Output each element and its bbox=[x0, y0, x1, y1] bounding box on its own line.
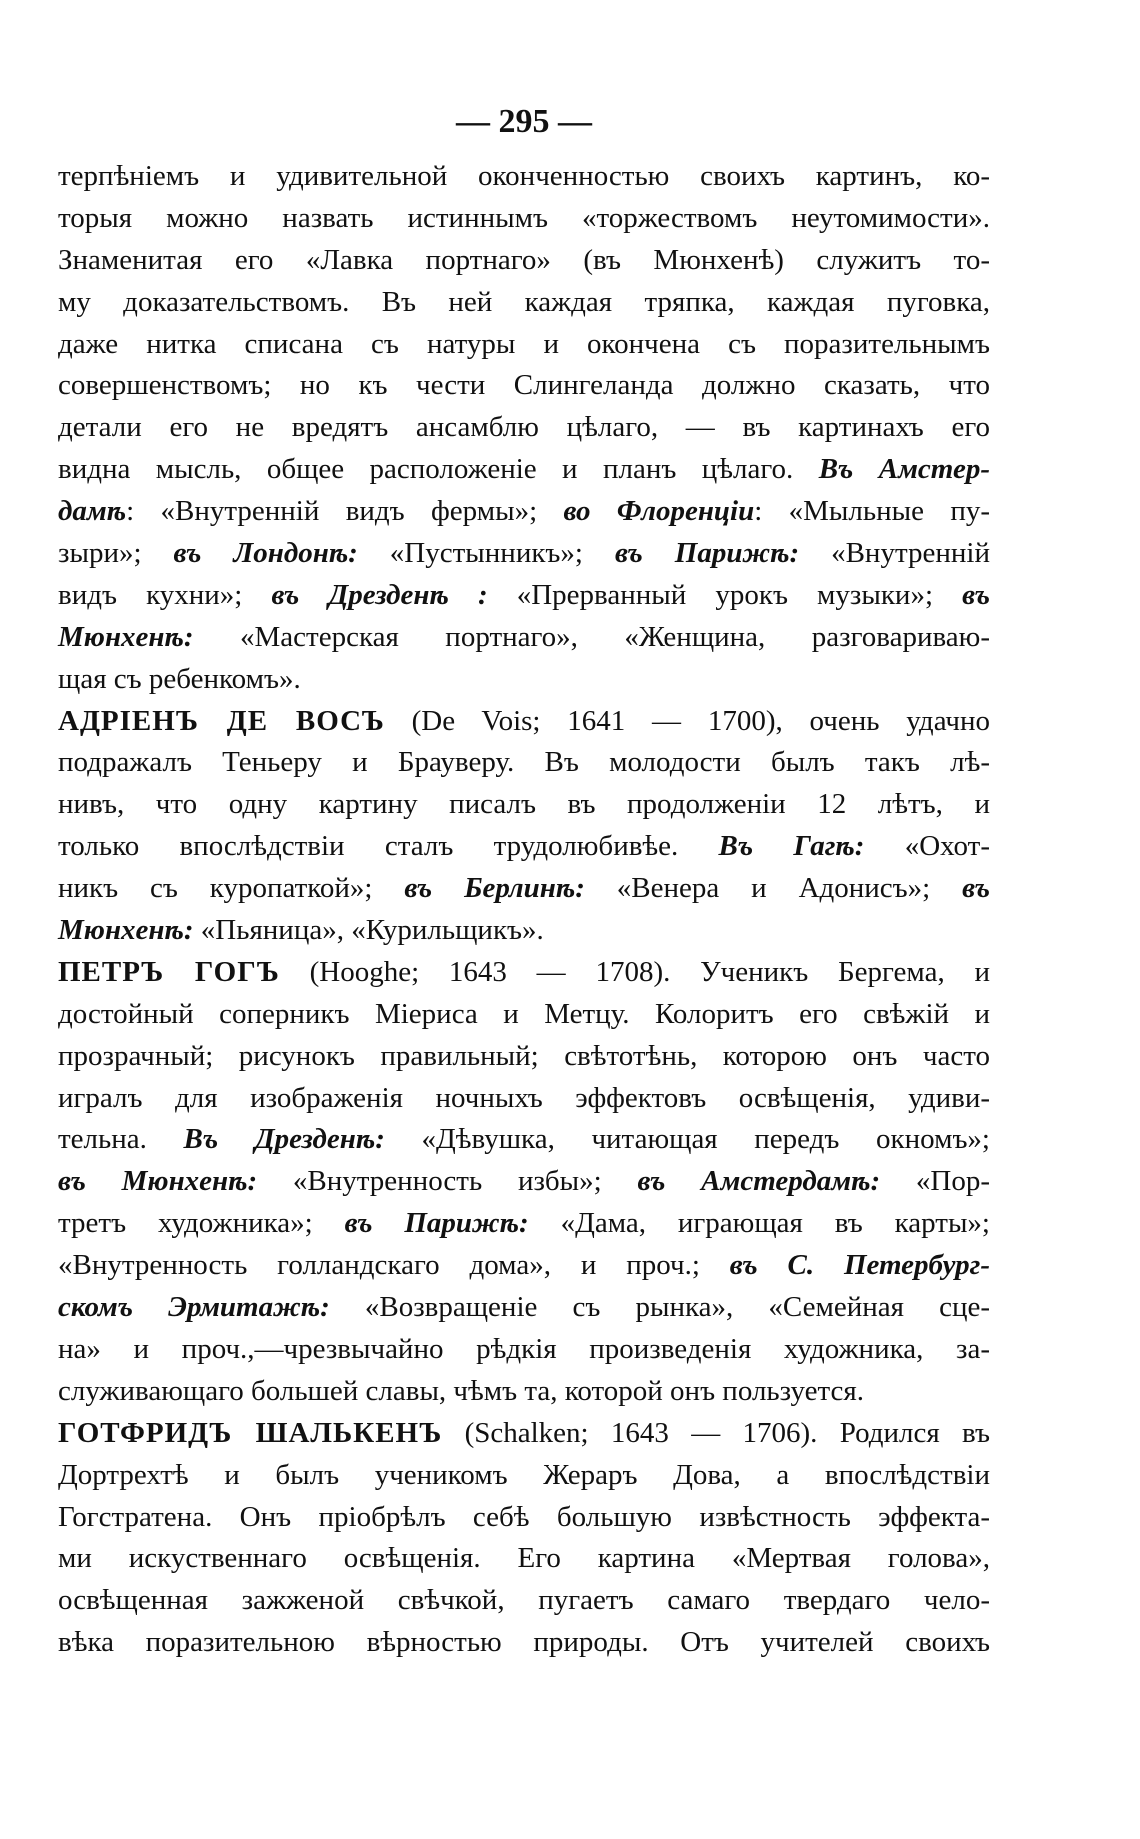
text-run: достойный соперникъ Міериса и Метцу. Колоритъ его свѣжій и bbox=[58, 997, 990, 1030]
text-line bbox=[58, 1413, 990, 1455]
text-line bbox=[58, 701, 990, 743]
text-run: игралъ для изображенія ночныхъ эффектовъ освѣщенія, удиви- bbox=[58, 1081, 990, 1114]
text-run: «Внутренній bbox=[799, 537, 990, 570]
text-line bbox=[58, 240, 990, 282]
text-run: торыя можно назвать истиннымъ «торжествомъ неутомимости». bbox=[58, 201, 990, 234]
text-run: Знаменитая его «Лавка портнаго» (въ Мюнхенѣ) служитъ то- bbox=[58, 243, 990, 276]
location-label: дамѣ bbox=[58, 495, 127, 528]
text-run: : «Внутренній видъ фермы»; bbox=[126, 495, 564, 528]
text-line bbox=[58, 1036, 990, 1078]
text-run: щая съ ребенкомъ». bbox=[58, 662, 301, 695]
text-line bbox=[58, 1497, 990, 1539]
text-line bbox=[58, 575, 990, 617]
text-run: третъ художника»; bbox=[58, 1207, 345, 1240]
location-label: Мюнхенѣ: bbox=[58, 914, 194, 947]
page-number: — 295 — bbox=[456, 103, 592, 140]
location-label: въ Мюнхенѣ: bbox=[58, 1165, 258, 1198]
text-run: вѣка поразительною вѣрностью природы. Отъ учителей своихъ bbox=[58, 1626, 990, 1659]
text-run: даже нитка списана съ натуры и окончена съ поразительнымъ bbox=[58, 327, 990, 360]
text-run: «Возвращеніе съ рынка», «Семейная сце- bbox=[329, 1291, 990, 1324]
text-run: «Венера и Адонисъ»; bbox=[584, 872, 963, 905]
text-line bbox=[58, 198, 990, 240]
text-line bbox=[58, 1203, 990, 1245]
text-line bbox=[58, 407, 990, 449]
text-run: зыри»; bbox=[58, 537, 174, 570]
text-run: детали его не вредятъ ансамблю цѣлаго, — въ картинахъ его bbox=[58, 411, 990, 444]
location-label: въ Лондонѣ: bbox=[173, 537, 358, 570]
text-run: (De Vois; 1641 — 1700), очень удачно bbox=[384, 704, 991, 737]
text-line bbox=[58, 1245, 990, 1287]
text-line bbox=[58, 1161, 990, 1203]
location-label: Мюнхенѣ: bbox=[58, 620, 194, 653]
location-label: въ Дрезденѣ : bbox=[271, 578, 488, 611]
text-line bbox=[58, 1078, 990, 1120]
text-run: «Мастерская портнаго», «Женщина, разговариваю- bbox=[193, 620, 990, 653]
artist-name: АДРІЕНЪ ДЕ ВОСЪ bbox=[58, 704, 385, 737]
text-run: видъ кухни»; bbox=[58, 578, 272, 611]
text-run: «Пор- bbox=[880, 1165, 990, 1198]
text-line bbox=[58, 1538, 990, 1580]
location-label: въ bbox=[962, 578, 990, 611]
text-run: (Hooghe; 1643 — 1708). Ученикъ Бергема, и bbox=[279, 955, 990, 988]
text-run: «Дѣвушка, читающая передъ окномъ»; bbox=[384, 1123, 990, 1156]
text-line bbox=[58, 910, 990, 952]
location-label: въ Парижѣ: bbox=[614, 537, 800, 570]
text-line bbox=[58, 826, 990, 868]
text-run: тельна. bbox=[58, 1123, 184, 1156]
text-run: нивъ, что одну картину писалъ въ продолженіи 12 лѣтъ, и bbox=[58, 788, 990, 821]
text-line bbox=[58, 1580, 990, 1622]
text-run: подражалъ Теньеру и Брауверу. Въ молодости былъ такъ лѣ- bbox=[58, 746, 990, 779]
text-line bbox=[58, 952, 990, 994]
location-label: въ С. Петербург- bbox=[729, 1249, 990, 1282]
text-line bbox=[58, 1119, 990, 1161]
text-line bbox=[58, 365, 990, 407]
text-line bbox=[58, 324, 990, 366]
location-label: въ Амстердамѣ: bbox=[637, 1165, 881, 1198]
text-line bbox=[58, 282, 990, 324]
location-label: Въ Дрезденѣ: bbox=[183, 1123, 385, 1156]
text-run: прозрачный; рисунокъ правильный; свѣтотѣнь, которою онъ часто bbox=[58, 1039, 990, 1072]
text-line bbox=[58, 659, 990, 701]
text-run: Дортрехтѣ и былъ ученикомъ Жераръ Дова, а впослѣдствіи bbox=[58, 1458, 990, 1491]
text-line bbox=[58, 1329, 990, 1371]
text-run: Гогстратена. Онъ пріобрѣлъ себѣ большую извѣстность эффекта- bbox=[58, 1500, 990, 1533]
text-line bbox=[58, 1287, 990, 1329]
text-run: (Schalken; 1643 — 1706). Родился въ bbox=[442, 1416, 990, 1449]
text-line bbox=[58, 533, 990, 575]
text-line bbox=[58, 1622, 990, 1664]
text-line bbox=[58, 1455, 990, 1497]
text-line bbox=[58, 742, 990, 784]
text-run: «Пустынникъ»; bbox=[357, 537, 615, 570]
text-run: на» и проч.,—чрезвычайно рѣдкія произведенія художника, за- bbox=[58, 1332, 990, 1365]
text-line bbox=[58, 491, 990, 533]
text-line bbox=[58, 617, 990, 659]
text-line bbox=[58, 156, 990, 198]
text-line bbox=[58, 449, 990, 491]
location-label: въ bbox=[962, 872, 990, 905]
text-body bbox=[58, 156, 990, 1664]
location-label: во Флоренціи bbox=[563, 495, 755, 528]
text-run: только впослѣдствіи сталъ трудолюбивѣе. bbox=[58, 830, 719, 863]
location-label: въ Парижѣ: bbox=[344, 1207, 529, 1240]
artist-name: ГОТФРИДЪ ШАЛЬКЕНЪ bbox=[58, 1416, 443, 1449]
book-page bbox=[58, 96, 990, 1664]
text-run: видна мысль, общее расположеніе и планъ цѣлаго. bbox=[58, 453, 819, 486]
artist-name: ПЕТРЪ ГОГЪ bbox=[58, 955, 280, 988]
text-run: му доказательствомъ. Въ ней каждая тряпка, каждая пуговка, bbox=[58, 285, 990, 318]
location-label: Въ Амстер- bbox=[818, 453, 991, 486]
text-run: «Внутренность избы»; bbox=[257, 1165, 638, 1198]
text-line bbox=[58, 994, 990, 1036]
text-run: «Прерванный урокъ музыки»; bbox=[487, 578, 963, 611]
text-run: «Охот- bbox=[864, 830, 990, 863]
text-run: «Внутренность голландскаго дома», и проч.; bbox=[58, 1249, 730, 1282]
text-line bbox=[58, 1371, 990, 1413]
location-label: скомъ Эрмитажѣ: bbox=[58, 1291, 330, 1324]
text-run: : «Мыльные пу- bbox=[754, 495, 990, 528]
location-label: Въ Гагѣ: bbox=[718, 830, 865, 863]
text-run: ми искуственнаго освѣщенія. Его картина «Мертвая голова», bbox=[58, 1542, 990, 1575]
text-run: терпѣніемъ и удивительной оконченностью своихъ картинъ, ко- bbox=[58, 160, 990, 192]
text-run: служивающаго большей славы, чѣмъ та, которой онъ пользуется. bbox=[58, 1374, 864, 1407]
text-run: освѣщенная зажженой свѣчкой, пугаетъ самаго твердаго чело- bbox=[58, 1584, 990, 1617]
location-label: въ Берлинѣ: bbox=[404, 872, 585, 905]
text-run: «Дама, играющая въ карты»; bbox=[528, 1207, 990, 1240]
text-run: «Пьяница», «Курильщикъ». bbox=[193, 914, 544, 947]
text-line bbox=[58, 784, 990, 826]
text-line bbox=[58, 868, 990, 910]
text-run: совершенствомъ; но къ чести Слингеланда должно сказать, что bbox=[58, 369, 990, 402]
text-run: никъ съ куропаткой»; bbox=[58, 872, 405, 905]
